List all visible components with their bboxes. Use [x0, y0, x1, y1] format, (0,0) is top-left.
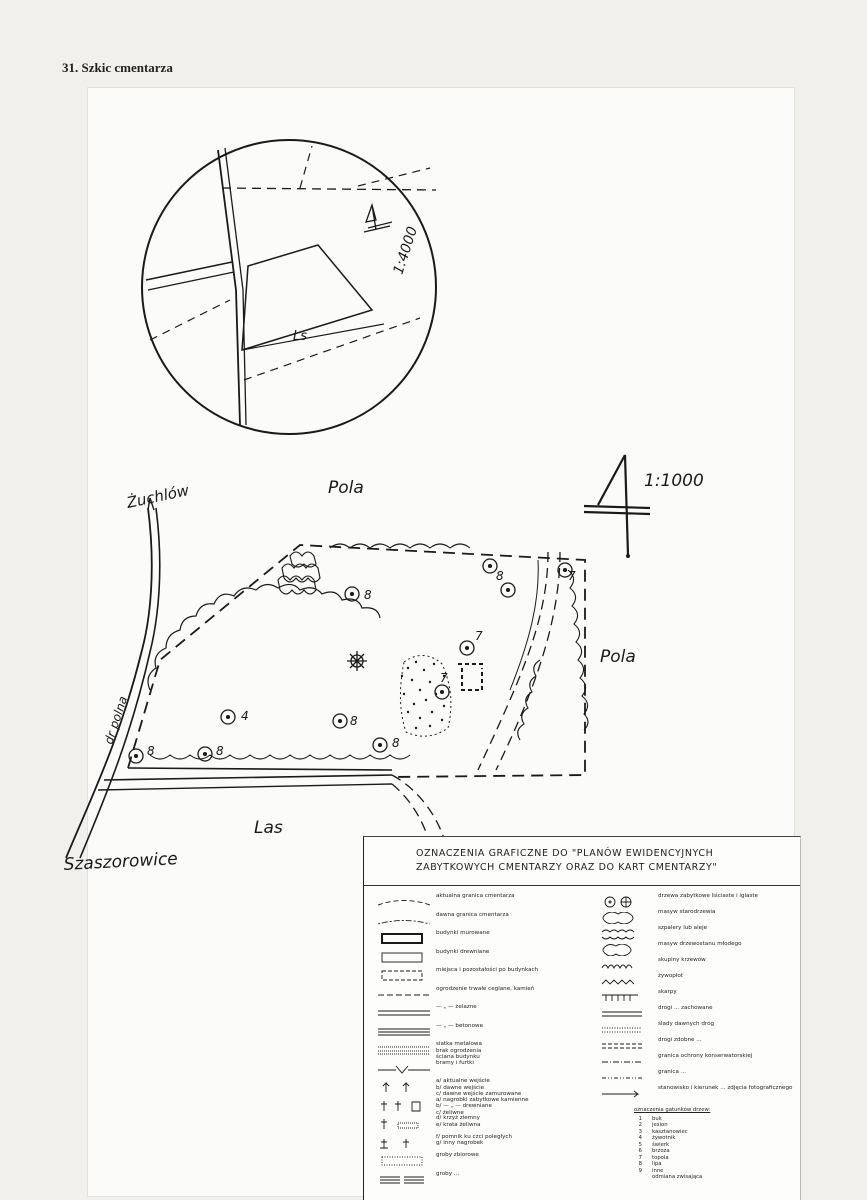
chapel-remains	[458, 664, 486, 690]
species-name: lipa	[652, 1161, 662, 1167]
tree-symbols	[129, 559, 572, 763]
legend-symbol-icon	[376, 1041, 432, 1053]
species-number: 1	[638, 1115, 642, 1122]
legend-symbol-icon	[598, 973, 654, 985]
species-name: kasztanowiec	[652, 1128, 688, 1135]
tree-label: 8	[147, 744, 155, 758]
species-number: 8	[638, 1161, 642, 1167]
label-road-south: Szaszorowice	[63, 849, 179, 875]
species-number: 9	[638, 1167, 642, 1174]
tree-label: 4	[241, 709, 249, 723]
legend-label: masyw starodrzewia	[658, 909, 716, 915]
label-fields-top: Pola	[328, 478, 364, 498]
tree-label: 8	[350, 714, 358, 728]
overview-scale: 1:4000	[390, 224, 422, 277]
legend-symbol-icon	[376, 930, 432, 942]
legend-symbol-icon	[598, 1021, 654, 1033]
legend-symbol-icon	[598, 989, 654, 1001]
species-name: świerk	[652, 1141, 670, 1148]
legend-label: groby zbiorowe	[436, 1152, 479, 1158]
species-number	[634, 1174, 642, 1181]
tree-label: 7	[568, 569, 576, 583]
species-name: żywotnik	[652, 1135, 676, 1141]
legend-symbol-icon	[598, 1037, 654, 1049]
legend-symbol-icon	[376, 1004, 432, 1016]
legend-symbol-icon	[598, 925, 654, 937]
label-road-north: Żuchlów	[125, 481, 191, 512]
legend-label: a/ aktualne wejście b/ dawne wejście c/ dawne wejście zamurowane	[436, 1078, 522, 1097]
overview-north-arrow	[364, 205, 392, 232]
species-row	[634, 1174, 710, 1181]
species-name: topola	[652, 1154, 669, 1161]
species-name: brzoza	[652, 1148, 670, 1154]
tree-label: 8	[364, 588, 372, 602]
legend-label: ogrodzenie trwałe ceglane, kamień	[436, 985, 535, 992]
legend-label: bramy i furtki	[436, 1059, 474, 1066]
legend-label: granica ochrony konserwatorskiej	[658, 1053, 753, 1059]
label-fields-right: Pola	[600, 647, 636, 667]
legend-symbol-icon	[598, 909, 654, 921]
legend-label: drogi zdobne ...	[658, 1037, 702, 1043]
legend-symbol-icon	[376, 1152, 432, 1164]
legend-label: skupiny krzewów	[658, 957, 706, 963]
overview-map	[142, 140, 436, 434]
tree-label: 7	[440, 671, 448, 685]
legend-symbol-icon	[598, 941, 654, 953]
legend-label: groby ...	[436, 1170, 460, 1177]
legend-label: budynki murowane	[436, 930, 490, 936]
legend-symbol-icon	[376, 912, 432, 924]
species-number: 5	[638, 1141, 642, 1148]
legend-label: stanowisko i kierunek ... zdjęcia fotograficznego	[658, 1085, 793, 1091]
north-arrow	[584, 455, 650, 555]
main-scale: 1:1000	[644, 471, 704, 491]
tree-label: 8	[496, 569, 504, 583]
legend-label: a/ nagrobki zabytkowe kamienne b/ — „ — drewniane c/ żeliwne	[436, 1096, 529, 1116]
legend-label: szpalery lub aleje	[658, 925, 708, 931]
tree-label: 8	[216, 744, 224, 758]
label-road-name: dr polna	[101, 694, 131, 746]
overview-circle	[142, 140, 436, 434]
legend-panel	[363, 836, 801, 1200]
legend-label: aktualna granica cmentarza	[436, 893, 515, 899]
legend-label: d/ krzyż ziemny e/ krata żeliwna	[436, 1115, 481, 1128]
species-name: inne	[652, 1167, 664, 1174]
species-list	[634, 1107, 710, 1181]
road-west	[66, 508, 152, 858]
legend-label: masyw drzewostanu młodego	[658, 941, 742, 947]
legend-symbol-icon	[598, 1069, 654, 1081]
species-number: 6	[638, 1148, 642, 1154]
legend-symbol-icon	[598, 1005, 654, 1017]
legend-label: skarpy	[658, 989, 677, 995]
legend-symbol-icon	[376, 949, 432, 961]
legend-symbol-icon	[376, 1078, 432, 1090]
overview-road	[218, 150, 240, 425]
legend-label: granica ...	[658, 1069, 686, 1075]
species-name: buk	[652, 1115, 662, 1122]
species-number: 7	[638, 1154, 642, 1161]
legend-divider	[364, 885, 800, 886]
tree-mass-border	[148, 584, 380, 690]
legend-label: ślady dawnych dróg	[658, 1021, 715, 1027]
legend-label: siatka metalowa brak ogrodzenia ściana budynku	[436, 1041, 482, 1060]
legend-label: dawna granica cmentarza	[436, 911, 509, 918]
legend-symbol-icon	[376, 1097, 432, 1109]
species-number: 2	[638, 1122, 642, 1128]
legend-symbol-icon	[376, 893, 432, 905]
legend-label: drzewa zabytkowe liściaste i iglaste	[658, 893, 759, 899]
species-number: 3	[638, 1128, 642, 1135]
overview-forest-label: Ls	[293, 329, 308, 344]
species-number: 4	[638, 1135, 642, 1141]
legend-symbol-icon	[376, 986, 432, 998]
legend-symbol-icon	[598, 893, 654, 905]
label-forest: Las	[254, 818, 283, 838]
species-heading: oznaczenia gatunków drzew:	[634, 1107, 711, 1113]
legend-symbol-icon	[376, 967, 432, 979]
legend-symbol-icon	[376, 1060, 432, 1072]
road-south	[104, 775, 392, 780]
young-stand	[401, 661, 445, 729]
main-map	[66, 455, 650, 858]
legend-title: OZNACZENIA GRAFICZNE DO "PLANÓW EWIDENCYJNYCH ZABYTKOWYCH CMENTARZY ORAZ DO KART CMENTARZY"	[416, 848, 718, 873]
legend-label: drogi ... zachowane	[658, 1005, 713, 1011]
legend-label: f/ pomnik ku czci poległych g/ inny nagrobek	[436, 1133, 513, 1146]
legend-symbol-icon	[598, 1085, 654, 1097]
legend-symbol-icon	[376, 1023, 432, 1035]
legend-label: — „ — żelazne	[436, 1004, 477, 1010]
species-name: odmiana zwisająca	[652, 1174, 703, 1180]
tree-label: 7	[475, 629, 483, 643]
legend-symbol-icon	[598, 957, 654, 969]
tree-label: 8	[392, 736, 400, 750]
legend-label: budynki drewniane	[436, 948, 490, 955]
legend-label: miejsca i pozostałości po budynkach	[436, 967, 539, 973]
legend-label: żywopłot	[658, 973, 683, 979]
species-name: jesion	[652, 1122, 668, 1128]
legend-label: — „ — betonowe	[436, 1022, 484, 1029]
tree-number-labels	[147, 569, 576, 758]
legend-symbol-icon	[376, 1134, 432, 1146]
legend-symbol-icon	[376, 1115, 432, 1127]
page-title: 31. Szkic cmentarza	[62, 60, 173, 75]
legend-symbol-icon	[598, 1053, 654, 1065]
legend-symbol-icon	[376, 1171, 432, 1183]
